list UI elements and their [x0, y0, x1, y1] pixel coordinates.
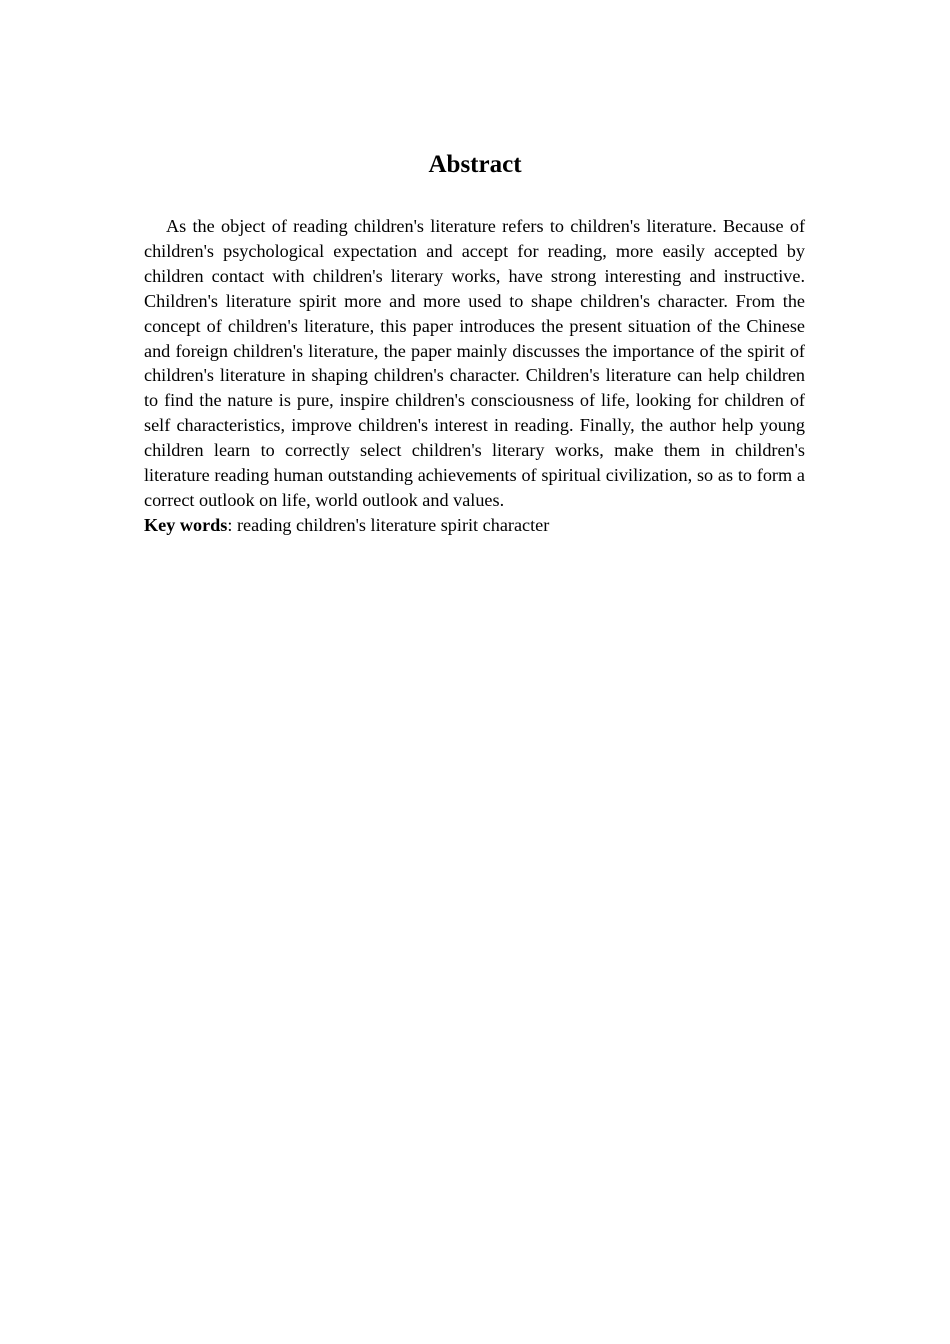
- abstract-section: [144, 214, 805, 538]
- keywords-label: Key words: [144, 514, 228, 535]
- keywords-line: [144, 513, 805, 538]
- abstract-paragraph: As the object of reading children's literature refers to children's literature. Because of children's psychological expectation and accept for reading, more easily accepted by children contact with children's literary works, have strong interesting and instructive. Children's literature spirit more and more used to shape children's character. From the concept of children's literature, this paper introduces the present situation of the Chinese and foreign children's literature, the paper mainly discusses the importance of the spirit of children's literature in shaping children's character. Children's literature can help children to find the nature is pure, inspire children's consciousness of life, looking for children of self characteristics, improve children's interest in reading. Finally, the author help young children learn to correctly select children's literary works, make them in children's literature reading human outstanding achievements of spiritual civilization, so as to form a correct outlook on life, world outlook and values.: [144, 216, 805, 510]
- keywords-separator: :: [227, 514, 237, 535]
- keywords-value: reading children's literature spirit character: [236, 514, 550, 535]
- page-title: Abstract: [428, 151, 522, 178]
